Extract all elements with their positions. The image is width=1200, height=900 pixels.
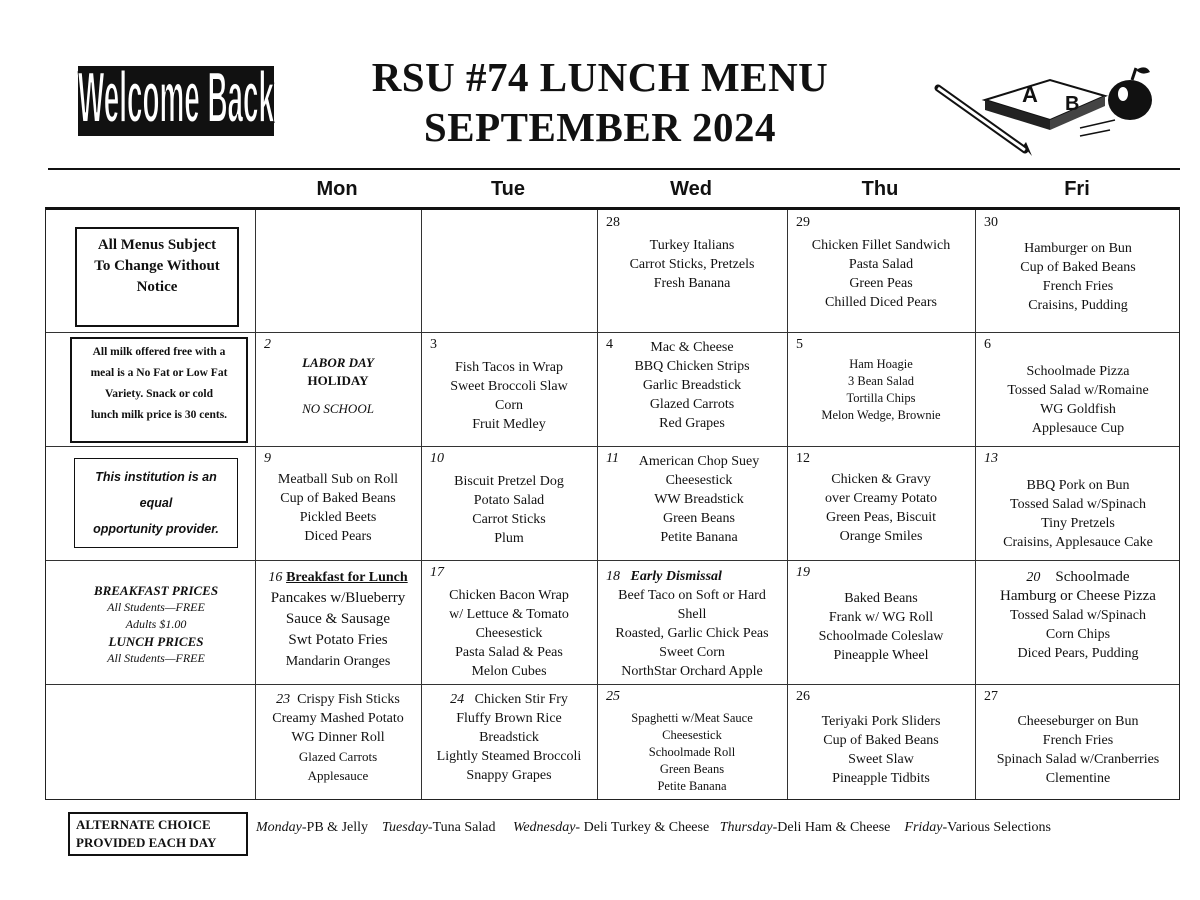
milk-notice: All milk offered free with a meal is a No Fat or Low Fat Variety. Snack or cold lunch milk price is 30 cents. <box>70 337 248 443</box>
menu-cell-sep-6: 6 Schoolmade Pizza Tossed Salad w/Romaine WG Goldfish Applesauce Cup <box>984 337 1149 436</box>
day-header-tue: Tue <box>490 178 526 200</box>
alternate-choice-box: ALTERNATE CHOICE PROVIDED EACH DAY <box>68 812 248 856</box>
day-header-wed: Wed <box>670 178 712 200</box>
day-number: 5 <box>796 337 803 352</box>
day-header-thu: Thu <box>861 178 899 200</box>
alt-item-tuesday: -Tuna Salad <box>427 820 496 835</box>
menu-cell-sep-11: 11 American Chop Suey Cheesestick WW Breadstick Green Beans Petite Banana <box>606 451 760 545</box>
title-line-1: RSU #74 LUNCH MENU <box>371 54 829 100</box>
menu-cell-sep-23: 23 Crispy Fish Sticks Creamy Mashed Potato WG Dinner Roll Glazed Carrots Applesauce <box>272 692 404 783</box>
day-number: 29 <box>796 215 810 230</box>
alt-day-friday: Friday <box>904 820 943 835</box>
menu-cell-sep-24: 24 Chicken Stir Fry Fluffy Brown Rice Breadstick Lightly Steamed Broccoli Snappy Grapes <box>436 692 582 783</box>
menu-cell-sep-26: 26 Teriyaki Pork Sliders Cup of Baked Beans Sweet Slaw Pineapple Tidbits <box>796 689 941 786</box>
day-number: 17 <box>430 565 444 580</box>
menu-cell-sep-9: 9 Meatball Sub on Roll Cup of Baked Beans Pickled Beets Diced Pears <box>264 451 399 544</box>
menu-cell-sep-27: 27 Cheeseburger on Bun French Fries Spinach Salad w/Cranberries Clementine <box>984 689 1160 786</box>
menu-cell-sep-5: 5 Ham Hoagie 3 Bean Salad Tortilla Chips Melon Wedge, Brownie <box>796 337 941 422</box>
menu-grid <box>45 207 1180 800</box>
menu-cell-sep-20: 20 Schoolmade Hamburg or Cheese Pizza Tossed Salad w/Spinach Corn Chips Diced Pears, Pudding <box>1000 569 1156 661</box>
title-line-2: SEPTEMBER 2024 <box>423 104 777 150</box>
day-number: 28 <box>606 215 620 230</box>
menu-cell-sep-10: 10 Biscuit Pretzel Dog Potato Salad Carrot Sticks Plum <box>430 451 564 546</box>
day-number: 10 <box>430 451 444 466</box>
alt-item-wednesday: - Deli Turkey & Cheese <box>575 820 710 835</box>
menu-cell-sep-18: 18 Early Dismissal Beef Taco on Soft or Hard Shell Roasted, Garlic Chick Peas Sweet Corn NorthStar Orchard Apple <box>606 569 769 679</box>
menu-cell-sep-2: 2 LABOR DAY HOLIDAY NO SCHOOL <box>264 337 374 416</box>
day-header-mon: Mon <box>316 178 358 200</box>
alt-item-monday: -PB & Jelly <box>301 820 369 835</box>
menu-cell-sep-17: 17 Chicken Bacon Wrap w/ Lettuce & Tomato Cheesestick Pasta Salad & Peas Melon Cubes <box>430 565 569 679</box>
day-header-fri: Fri <box>1064 178 1090 200</box>
menu-title <box>300 52 900 152</box>
breakfast-prices-heading: BREAKFAST PRICES <box>93 583 219 598</box>
menu-cell-sep-25: 25 Spaghetti w/Meat Sauce Cheesestick Schoolmade Roll Green Beans Petite Banana <box>606 689 753 793</box>
welcome-back-art <box>72 52 282 140</box>
welcome-back-logo <box>72 52 282 140</box>
alt-day-wednesday: Wednesday <box>512 820 576 835</box>
day-number: 12 <box>796 451 810 466</box>
alt-day-monday: Monday <box>256 820 302 835</box>
meal-prices: BREAKFAST PRICES All Students—FREE Adults $1.00 LUNCH PRICES All Students—FREE <box>66 582 246 667</box>
svg-text:B: B <box>1065 93 1080 115</box>
menu-cell-sep-19: 19 Baked Beans Frank w/ WG Roll Schoolmade Coleslaw Pineapple Wheel <box>796 565 944 663</box>
day-number: 24 <box>450 692 465 707</box>
menu-cell-sep-30: 30 Hamburger on Bun Cup of Baked Beans French Fries Craisins, Pudding <box>984 215 1136 313</box>
menu-cell-sep-4: 4 Mac & Cheese BBQ Chicken Strips Garlic Breadstick Glazed Carrots Red Grapes <box>606 337 750 431</box>
book-pencil-apple-icon <box>930 58 1170 158</box>
day-number: 2 <box>264 337 271 352</box>
lunch-prices-heading: LUNCH PRICES <box>108 634 204 649</box>
day-number: 26 <box>796 689 810 704</box>
early-dismissal-label: Early Dismissal <box>630 569 722 584</box>
day-number: 23 <box>276 692 291 707</box>
day-number: 9 <box>264 451 271 466</box>
alt-day-tuesday: Tuesday <box>382 820 428 835</box>
day-number: 30 <box>984 215 998 230</box>
alt-day-thursday: Thursday <box>719 820 773 835</box>
day-number: 19 <box>796 565 810 580</box>
menu-change-notice: All Menus Subject To Change Without Notice <box>75 227 239 327</box>
day-number: 18 <box>606 569 620 584</box>
svg-text:A: A <box>1022 82 1038 107</box>
day-number: 16 <box>268 570 283 585</box>
day-number: 25 <box>606 689 620 704</box>
menu-cell-sep-16: 16 Breakfast for Lunch Pancakes w/Blueberry Sauce & Sausage Swt Potato Fries Mandarin Oranges <box>268 570 408 669</box>
day-number: 11 <box>606 451 619 466</box>
menu-cell-sep-28: 28 Turkey Italians Carrot Sticks, Pretzels Fresh Banana <box>606 215 755 291</box>
alt-item-thursday: -Deli Ham & Cheese <box>772 820 891 835</box>
menu-cell-sep-13: 13 BBQ Pork on Bun Tossed Salad w/Spinach Tiny Pretzels Craisins, Applesauce Cake <box>984 451 1153 550</box>
alternate-choices-line <box>256 820 1051 836</box>
day-number: 6 <box>984 337 991 352</box>
day-number: 20 <box>1026 570 1041 585</box>
day-number: 27 <box>984 689 998 704</box>
day-number: 4 <box>606 337 613 352</box>
day-number: 3 <box>430 337 437 352</box>
menu-cell-sep-12: 12 Chicken & Gravy over Creamy Potato Green Peas, Biscuit Orange Smiles <box>796 451 937 544</box>
theme-heading: Breakfast for Lunch <box>286 570 408 585</box>
menu-cell-sep-29: 29 Chicken Fillet Sandwich Pasta Salad Green Peas Chilled Diced Pears <box>796 215 951 310</box>
menu-cell-sep-3: 3 Fish Tacos in Wrap Sweet Broccoli Slaw Corn Fruit Medley <box>430 337 568 432</box>
svg-text:Welcome Back: Welcome Back <box>77 56 275 138</box>
equal-opportunity-notice: This institution is an equal opportunity provider. <box>74 458 238 548</box>
alt-item-friday: -Various Selections <box>942 820 1051 835</box>
header-rule <box>48 168 1180 170</box>
day-number: 13 <box>984 451 998 466</box>
